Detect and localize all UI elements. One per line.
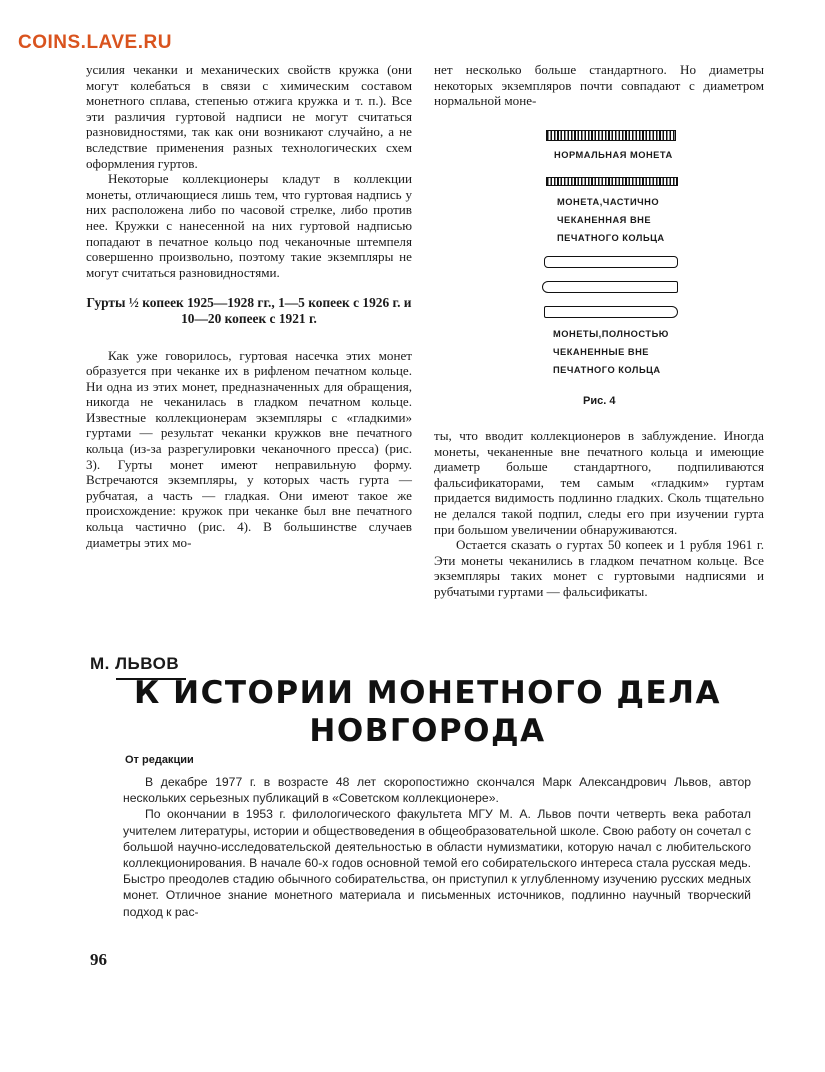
left-column <box>86 62 412 550</box>
figure-4 <box>540 125 690 415</box>
right-column-bottom <box>434 428 764 600</box>
paragraph: Некоторые коллекционеры кладут в коллекции монеты, отличающиеся лишь тем, что гуртовая надпись у них расположена либо по часовой стрелке, либо против нее. Кружки с нанесенной на них гуртовой надписью попадают в печатное кольцо под чеканочные штемпеля совершенно произвольно, поэтому такие экземпляры не могут считаться разновидностями. <box>86 171 412 280</box>
page-number: 96 <box>90 950 107 969</box>
figure-caption: Рис. 4 <box>583 395 616 407</box>
editor-note-heading: От редакции <box>125 754 194 766</box>
paragraph: В декабре 1977 г. в возрасте 48 лет скоропостижно скончался Марк Александрович Львов, автор нескольких серьезных публикаций в «Советском коллекционере». <box>123 775 751 806</box>
full-coin-edge-2 <box>542 281 678 293</box>
figure-label-partial: МОНЕТА,ЧАСТИЧНО ЧЕКАНЕННАЯ ВНЕ ПЕЧАТНОГО КОЛЬЦА <box>557 197 665 243</box>
article-title: К ИСТОРИИ МОНЕТНОГО ДЕЛА НОВГОРОДА <box>134 675 721 749</box>
paragraph: Как уже говорилось, гуртовая насечка этих монет образуется при чеканке их в рифленом печатном кольце. Ни одна из этих монет, предназначенных для обращения, никогда не чеканилась в гладком печатном кольце. Известные коллекционерам экземпляры с «гладкими» гуртами — результат чеканки кружков вне печатного кольца (из-за разрегулировки чеканочного пресса) (рис. 3). Гурты монет имеют неправильную форму. Встречаются экземпляры, у которых часть гурта — рубчатая, а часть — гладкая. Они имеют такое же происхождение: кружок при чеканке был вне печатного кольца частично (рис. 4). В большинстве случаев диаметры этих мо- <box>86 347 412 550</box>
article-author: М. ЛЬВОВ <box>90 654 180 673</box>
paragraph: усилия чеканки и механических свойств кружка (они могут колебаться в связи с химическим составом монетного сплава, степенью отжига кружка и т. п.). Все эти различия гуртовой надписи не могут считаться разновидностями, так как они возникают случайно, а не вследствие применения разных технологических схем оформления гуртов. <box>86 62 412 171</box>
site-watermark: COINS.LAVE.RU <box>18 32 172 53</box>
partial-coin-edge <box>546 177 678 186</box>
right-column-top <box>434 62 764 109</box>
full-coin-edge-1 <box>544 256 678 268</box>
section-subheading: Гурты ½ копеек 1925—1928 гг., 1—5 копеек с 1926 г. и 10—20 копеек с 1921 г. <box>86 295 412 326</box>
paragraph: ты, что вводит коллекционеров в заблуждение. Иногда монеты, чеканенные вне печатного кольца и имеющие диаметр больше стандартного, подпиливаются фальсификаторами, тем самым «гладким» гуртам придается видимость подлинно гладких. Сколь тщательно не делался такой подпил, следы его при изучении гурта при большом увеличении обнаруживаются. <box>434 428 764 537</box>
normal-coin-edge <box>546 130 676 141</box>
paragraph: Остается сказать о гуртах 50 копеек и 1 рубля 1961 г. Эти монеты чеканились в гладком печатном кольце. Все экземпляры таких монет с гуртовыми надписями и рубчатыми гуртами — фальсификаты. <box>434 537 764 599</box>
full-coin-edge-3 <box>544 306 678 318</box>
article-body <box>123 774 751 920</box>
figure-label-full: МОНЕТЫ,ПОЛНОСТЬЮ ЧЕКАНЕННЫЕ ВНЕ ПЕЧАТНОГО КОЛЬЦА <box>553 329 669 375</box>
paragraph: нет несколько больше стандартного. Но диаметры некоторых экземпляров почти совпадают с диаметром нормальной моне- <box>434 62 764 109</box>
figure-label-normal: НОРМАЛЬНАЯ МОНЕТА <box>554 150 673 160</box>
paragraph: По окончании в 1953 г. филологического факультета МГУ М. А. Львов почти четверть века работал учителем литературы, истории и обществоведения в общеобразовательной школе. Свою работу он сочетал с большой научно-исследовательской деятельностью в области нумизматики, которую начал с любительского коллекционирования. В начале 60-х годов основной темой его собирательского интереса стала русская медь. Быстро преодолев стадию обычного собирательства, он приступил к углубленному изучению русских медных монет. Отличное знание монетного материала и письменных источников, подлинно научный творческий подход к рас- <box>123 807 751 919</box>
